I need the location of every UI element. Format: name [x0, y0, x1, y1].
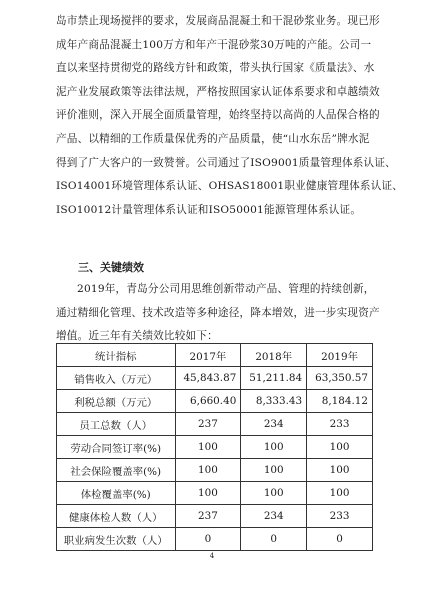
row-label: 劳动合同签订率(%) [57, 436, 176, 459]
text-line: 泥产业发展政策等法律法规，严格按照国家认证体系要求和卓越绩效 [56, 85, 380, 98]
row-label: 利税总额（万元） [57, 390, 176, 413]
text-line: ISO10012计量管理体系认证和ISO50001能源管理体系认证。 [56, 203, 362, 216]
text-line: 得到了广大客户的一致赞誉。公司通过了ISO9001质量管理体系认证、 [56, 156, 396, 169]
text-line: 通过精细化管理、技术改造等多种途径，降本增效，进一步实现资产 [56, 306, 380, 319]
row-label: 社会保险覆盖率(%) [57, 459, 176, 482]
performance-table [56, 343, 373, 551]
table-cell: 51,211.84 [241, 367, 307, 390]
text-line: 产品、以精细的工作质量保优秀的产品质量，使“山水东岳”牌水泥 [56, 132, 370, 145]
row-label: 销售收入（万元） [57, 367, 176, 390]
table-cell: 237 [175, 505, 241, 528]
table-cell: 100 [241, 459, 307, 482]
table-row [57, 436, 373, 459]
table-cell: 100 [307, 482, 373, 505]
performance-paragraph [56, 278, 380, 349]
table-cell: 100 [241, 482, 307, 505]
text-line: 直以来坚持贯彻党的路线方针和政策，带头执行国家《质量法》、水 [56, 62, 375, 75]
section-heading: 三、关键绩效 [78, 261, 144, 274]
table-cell: 0 [175, 528, 241, 551]
table-cell: 100 [307, 459, 373, 482]
table-row [57, 367, 373, 390]
table-row [57, 505, 373, 528]
table-row [57, 459, 373, 482]
table-cell: 100 [241, 436, 307, 459]
header-cell: 2019年 [307, 344, 373, 367]
table-cell: 100 [175, 482, 241, 505]
table-row [57, 482, 373, 505]
row-label: 职业病发生次数（人） [57, 528, 176, 551]
text-line: 岛市禁止现场搅拌的要求，发展商品混凝土和干混砂浆业务。现已形 [56, 15, 380, 27]
text-line: 成年产商品混凝土100万方和年产干混砂浆30万吨的产能。公司一 [56, 38, 372, 51]
header-cell: 2018年 [241, 344, 307, 367]
table-cell: 8,333.43 [241, 390, 307, 413]
table-cell: 237 [175, 413, 241, 436]
page-number: 4 [209, 552, 215, 560]
table-cell: 0 [241, 528, 307, 551]
table-cell: 63,350.57 [307, 367, 373, 390]
text-line: 2019年，青岛分公司用思维创新带动产品、管理的持续创新， [77, 283, 375, 295]
row-label: 健康体检人数（人） [57, 505, 176, 528]
table-row [57, 390, 373, 413]
table-cell: 0 [307, 528, 373, 551]
table-header-row [57, 344, 373, 367]
table-cell: 8,184.12 [307, 390, 373, 413]
table-cell: 100 [307, 436, 373, 459]
table-cell: 45,843.87 [175, 367, 241, 390]
table-cell: 234 [241, 505, 307, 528]
row-label: 体检覆盖率(%) [57, 482, 176, 505]
header-cell: 统计指标 [57, 344, 176, 367]
table-row [57, 528, 373, 551]
table-cell: 100 [175, 436, 241, 459]
table-cell: 6,660.40 [175, 390, 241, 413]
table-cell: 233 [307, 505, 373, 528]
table-cell: 233 [307, 413, 373, 436]
row-label: 员工总数（人） [57, 413, 176, 436]
table-cell: 234 [241, 413, 307, 436]
table-row [57, 413, 373, 436]
text-line: ISO14001环境管理体系认证、OHSAS18001职业健康管理体系认证、 [56, 180, 404, 193]
text-line: 增值。近三年有关绩效比较如下： [56, 330, 218, 343]
header-cell: 2017年 [175, 344, 241, 367]
table-cell: 100 [175, 459, 241, 482]
text-line: 评价准则，深入开展全面质量管理，始终坚持以高尚的人品保合格的 [56, 109, 380, 122]
intro-paragraph [56, 10, 404, 222]
